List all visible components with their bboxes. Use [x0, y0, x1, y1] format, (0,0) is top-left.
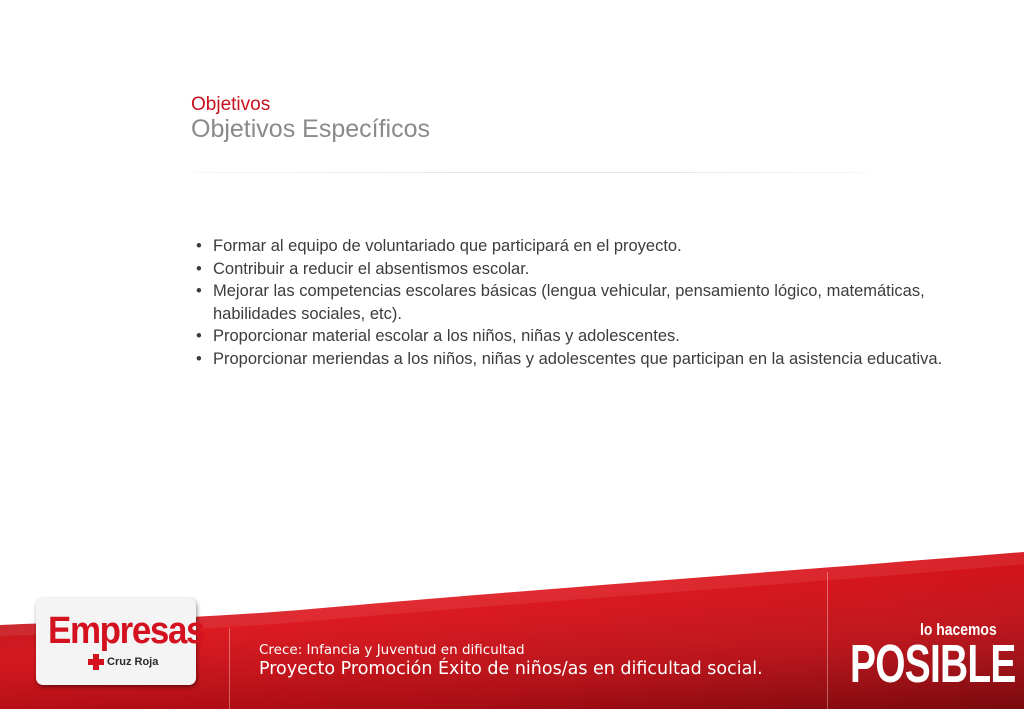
footer-divider [229, 628, 230, 709]
title-divider [191, 172, 869, 173]
logo-subtitle: Cruz Roja [107, 656, 159, 668]
objective-text: Formar al equipo de voluntariado que participará en el proyecto. [213, 237, 682, 255]
logo-wordmark: Empresas [48, 610, 205, 652]
objective-text: Mejorar las competencias escolares básicas (lengua vehicular, pensamiento lógico, matemáticas, habilidades sociales, etc). [213, 282, 925, 323]
project-name: Proyecto Promoción Éxito de niños/as en dificultad social. [259, 659, 763, 679]
section-kicker: Objetivos [191, 94, 271, 115]
bullet-icon: • [196, 259, 202, 278]
program-name: Crece: Infancia y Juventud en dificultad [259, 642, 525, 658]
bullet-icon: • [196, 327, 202, 345]
bullet-icon: • [196, 237, 202, 255]
objective-text: Contribuir a reducir el absentismos escolar. [213, 259, 530, 278]
list-item [196, 325, 956, 348]
red-cross-icon [88, 654, 104, 670]
list-item [196, 280, 956, 325]
objectives-list [196, 235, 956, 370]
page-title: Objetivos Específicos [191, 115, 430, 143]
objective-text: Proporcionar material escolar a los niños, niñas y adolescentes. [213, 327, 680, 345]
footer-divider [827, 572, 828, 709]
slogan-big: POSIBLE [850, 634, 1016, 694]
bullet-icon: • [196, 349, 202, 368]
slogan-small: lo hacemos [920, 620, 997, 639]
objective-text: Proporcionar meriendas a los niños, niñas y adolescentes que participan en la asistencia educativa. [213, 349, 943, 368]
list-item [196, 348, 956, 371]
list-item [196, 235, 956, 258]
list-item [196, 258, 956, 281]
bullet-icon: • [196, 282, 202, 300]
